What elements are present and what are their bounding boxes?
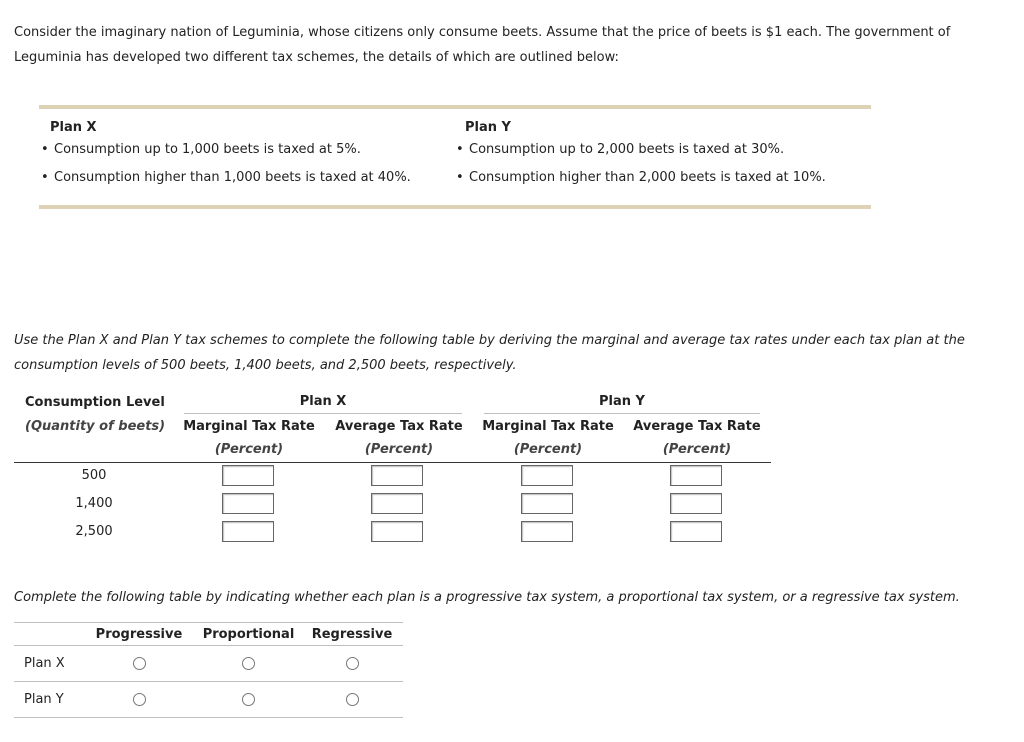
plan-y-item-1: • Consumption up to 2,000 beets is taxed at 30%. bbox=[454, 141, 826, 169]
plan-y-average-header: Average Tax Rate bbox=[633, 419, 761, 434]
plan-x-title: Plan X bbox=[50, 120, 97, 135]
plan-x-regressive-radio[interactable] bbox=[346, 657, 359, 670]
row-label-2500: 2,500 bbox=[75, 524, 113, 539]
plan-x-marginal-1400-input[interactable] bbox=[222, 493, 274, 514]
tax-system-corner bbox=[14, 623, 82, 646]
plan-x-average-percent: (Percent) bbox=[364, 442, 434, 457]
plans-box bbox=[39, 105, 871, 211]
plan-x-proportional-radio[interactable] bbox=[242, 657, 255, 670]
plan-x-underline bbox=[184, 413, 462, 414]
plan-x-progressive-radio[interactable] bbox=[133, 657, 146, 670]
plan-x-marginal-header: Marginal Tax Rate bbox=[183, 419, 315, 434]
plan-x-average-1400-input[interactable] bbox=[371, 493, 423, 514]
intro-line-1: Consider the imaginary nation of Leguminia, whose citizens only consume beets. Assume that the price of beets is $1 each. The government of bbox=[14, 25, 951, 40]
rate-table-header-divider bbox=[14, 462, 771, 463]
plan-y-marginal-header: Marginal Tax Rate bbox=[482, 419, 614, 434]
plan-y-regressive-radio[interactable] bbox=[346, 693, 359, 706]
tax-system-row-plan-y bbox=[14, 682, 403, 718]
proportional-header: Proportional bbox=[196, 623, 301, 646]
plan-x-average-2500-input[interactable] bbox=[371, 521, 423, 542]
plan-y-marginal-500-input[interactable] bbox=[521, 465, 573, 486]
instructions-line-1: Use the Plan X and Plan Y tax schemes to complete the following table by deriving the marginal and average tax rates under each tax plan at the bbox=[14, 333, 965, 348]
plan-x-marginal-percent: (Percent) bbox=[214, 442, 284, 457]
instructions-line-2: consumption levels of 500 beets, 1,400 beets, and 2,500 beets, respectively. bbox=[14, 358, 517, 373]
regressive-header: Regressive bbox=[301, 623, 403, 646]
plan-x-average-500-input[interactable] bbox=[371, 465, 423, 486]
intro-text bbox=[14, 20, 1004, 70]
plan-x-item-1: • Consumption up to 1,000 beets is taxed at 5%. bbox=[39, 141, 411, 169]
row-label-1400: 1,400 bbox=[75, 496, 113, 511]
plan-x-marginal-2500-input[interactable] bbox=[222, 521, 274, 542]
tax-system-table bbox=[14, 622, 403, 718]
progressive-header: Progressive bbox=[82, 623, 196, 646]
plan-y-average-500-input[interactable] bbox=[670, 465, 722, 486]
plan-y-list bbox=[454, 141, 826, 197]
tax-system-row-plan-x bbox=[14, 646, 403, 682]
plan-y-title: Plan Y bbox=[465, 120, 511, 135]
consumption-level-subheader: (Quantity of beets) bbox=[25, 419, 166, 434]
plan-x-marginal-500-input[interactable] bbox=[222, 465, 274, 486]
plan-y-item-2: • Consumption higher than 2,000 beets is taxed at 10%. bbox=[454, 169, 826, 197]
plans-top-rule bbox=[39, 105, 871, 109]
plan-y-proportional-radio[interactable] bbox=[242, 693, 255, 706]
consumption-level-header: Consumption Level bbox=[25, 395, 165, 410]
plan-y-average-percent: (Percent) bbox=[662, 442, 732, 457]
plan-x-average-header: Average Tax Rate bbox=[335, 419, 463, 434]
plan-y-header: Plan Y bbox=[599, 394, 645, 409]
intro-line-2: Leguminia has developed two different tax schemes, the details of which are outlined below: bbox=[14, 50, 619, 65]
plan-x-header: Plan X bbox=[299, 394, 347, 409]
row-label-500: 500 bbox=[81, 468, 107, 483]
plan-x-list bbox=[39, 141, 411, 197]
plan-y-marginal-1400-input[interactable] bbox=[521, 493, 573, 514]
plan-y-marginal-2500-input[interactable] bbox=[521, 521, 573, 542]
plan-y-progressive-radio[interactable] bbox=[133, 693, 146, 706]
plan-y-marginal-percent: (Percent) bbox=[513, 442, 583, 457]
plan-y-row-label: Plan Y bbox=[14, 682, 82, 718]
plans-bottom-rule bbox=[39, 205, 871, 209]
tax-system-header-row bbox=[14, 623, 403, 646]
plan-x-item-2: • Consumption higher than 1,000 beets is taxed at 40%. bbox=[39, 169, 411, 197]
instructions-rate-table bbox=[14, 328, 1004, 378]
plan-x-row-label: Plan X bbox=[14, 646, 82, 682]
plan-y-average-2500-input[interactable] bbox=[670, 521, 722, 542]
instructions-system-table: Complete the following table by indicating whether each plan is a progressive tax system, a proportional tax system, or a regressive tax system. bbox=[14, 590, 960, 605]
plan-y-average-1400-input[interactable] bbox=[670, 493, 722, 514]
plan-y-underline bbox=[484, 413, 760, 414]
